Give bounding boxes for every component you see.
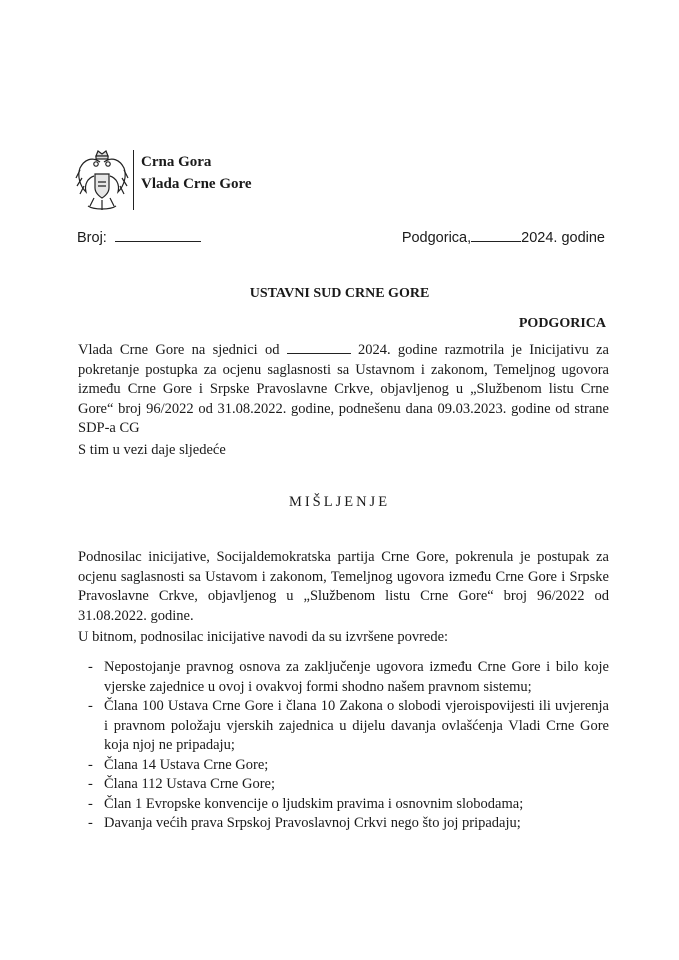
country-name: Crna Gora (141, 154, 212, 170)
year-label: 2024. godine (521, 230, 605, 246)
date-blank (471, 228, 521, 242)
broj-blank (115, 228, 201, 242)
issuer-block (141, 151, 252, 195)
addressee-court: USTAVNI SUD CRNE GORE (249, 286, 430, 301)
coat-of-arms-icon (72, 148, 132, 214)
body-paragraph-1: Podnosilac inicijative, Socijaldemokratska partija Crne Gore, pokrenula je postupak za ocjenu saglasnosti sa Ustavom i zakonom, Temeljnog ugovora između Crne Gore i Srpske Pravoslavne Crkve, objavljenog u „Službenom listu Crne Gore“ broj 96/2022 od 31.08.2022. godine. (78, 549, 609, 624)
opinion-heading: MIŠLJENJE (288, 494, 391, 510)
list-item: - Člana 112 Ustava Crne Gore; (88, 776, 275, 792)
list-item: - Člana 100 Ustava Crne Gore i člana 10 Zakona o slobodi vjeroispovijesti ili uvjerenja i pravnom položaju vjerskih zajednica u dijelu davanja ovlašćenja Vladi Crne Gore koja njoj ne pripadaju; (88, 698, 609, 753)
government-name: Vlada Crne Gore (141, 176, 252, 192)
body-paragraph-2: U bitnom, podnosilac inicijative navodi da su izvršene povrede: (78, 629, 449, 645)
intro-part1: Vlada Crne Gore na sjednici od (78, 342, 280, 358)
list-item: - Davanja većih prava Srpskoj Pravoslavnoj Crkvi nego što joj pripadaju; (88, 815, 521, 831)
violations-list (78, 658, 609, 834)
reference-number (77, 228, 201, 246)
list-item: - Član 1 Evropske konvencije o ljudskim pravima i osnovnim slobodama; (88, 795, 524, 812)
place-date (402, 228, 605, 246)
list-item: - Nepostojanje pravnog osnova za zaključenje ugovora između Crne Gore i bilo koje vjerske zajednice u ovoj i ovakvoj formi shodno našem pravnom sistemu; (88, 659, 609, 695)
intro-paragraph (78, 340, 609, 439)
place-label: Podgorica, (401, 230, 472, 246)
session-date-blank (287, 340, 351, 354)
broj-label: Broj: (77, 230, 107, 246)
intro-part2: 2024. godine razmotrila je Inicijativu za pokretanje postupka za ocjenu saglasnosti sa Ustavnom i zakonom, Temeljnog ugovora između Crne Gore i Srpske Pravoslavne Crkve, objavljenog u „Službenom listu Crne Gore“ broj 96/2022 od 31.08.2022. godine, podnešenu dana 09.03.2023. godine od strane SDP-a CG (78, 342, 609, 436)
intro-lead: S tim u vezi daje sljedeće (78, 442, 226, 458)
addressee-city: PODGORICA (518, 316, 606, 331)
list-item: - Člana 14 Ustava Crne Gore; (88, 756, 269, 773)
header-divider (133, 150, 134, 210)
